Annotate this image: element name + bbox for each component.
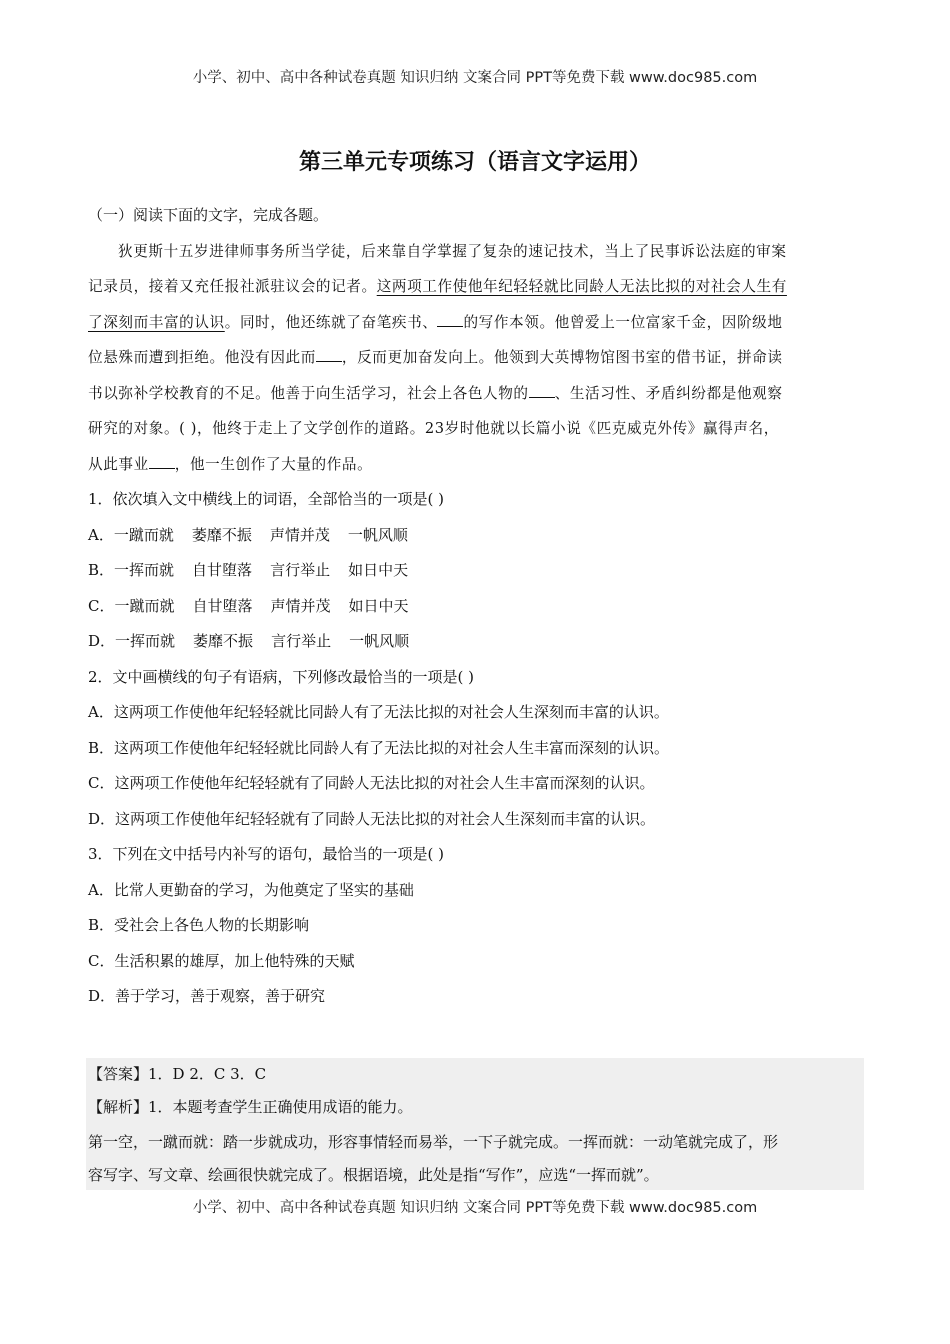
option-b: B．受社会上各色人物的长期影响 [88, 916, 310, 934]
passage-text: ，反而更加奋发向上。他领到大英博物馆图书室的借书证，拼命读 [341, 349, 783, 366]
option-d [88, 624, 864, 660]
option-word: 如日中天 [348, 596, 409, 615]
option-word: 声情并茂 [269, 525, 330, 544]
passage-text: 的写作本领。他曾爱上一位富家千金，因阶级地 [463, 313, 783, 331]
option-word: 言行举止 [271, 632, 332, 650]
analysis-line [88, 1091, 862, 1124]
underlined-sentence: 这两项工作使他年纪轻轻就比同龄人无法比拟的对社会人生有 [376, 278, 787, 295]
passage-line [88, 447, 864, 483]
question-stem: 2．文中画横线的句子有语病，下列修改最恰当的一项是( ) [88, 667, 475, 686]
option-d: D．善于学习，善于观察，善于研究 [88, 987, 326, 1005]
analysis-tag: 【解析】 [88, 1098, 149, 1116]
option-label: A． [88, 525, 114, 544]
section-intro: （一）阅读下面的文字，完成各题。 [88, 206, 329, 224]
option-word: 一挥而就 [114, 561, 175, 579]
question-stem: 1．依次填入文中横线上的词语，全部恰当的一项是( ) [88, 490, 445, 508]
option-word: 一帆风顺 [347, 525, 408, 544]
option-a: A．这两项工作使他年纪轻轻就比同龄人有了无法比拟的对社会人生深刻而丰富的认识。 [88, 703, 669, 721]
option-word: 自甘堕落 [192, 596, 253, 615]
analysis-detail: 容写字、写文章、绘画很快就完成了。根据语境，此处是指“写作”，应选“一挥而就”。 [88, 1166, 659, 1184]
reading-passage [88, 234, 864, 483]
option-word: 如日中天 [348, 561, 409, 579]
passage-text: 书以弥补学校教育的不足。他善于向生活学习，社会上各色人物的 [88, 384, 529, 402]
page-title: 第三单元专项练习（语言文字运用） [298, 150, 651, 175]
question-stem: 3．下列在文中括号内补写的语句，最恰当的一项是( ) [88, 845, 445, 863]
passage-line: 研究的对象。( )，他终于走上了文学创作的道路。23岁时他就以长篇小说《匹克威克外传》赢得声名， [88, 420, 779, 437]
analysis-text: 1．本题考查学生正确使用成语的能力。 [148, 1098, 413, 1116]
question-2 [88, 660, 864, 838]
option-c: C．这两项工作使他年纪轻轻就有了同龄人无法比拟的对社会人生丰富而深刻的认识。 [88, 774, 655, 792]
option-word: 声情并茂 [270, 596, 331, 615]
option-word: 一挥而就 [115, 632, 176, 650]
option-b: B．这两项工作使他年纪轻轻就比同龄人有了无法比拟的对社会人生丰富而深刻的认识。 [88, 738, 670, 757]
passage-line [88, 340, 864, 376]
option-a: A．比常人更勤奋的学习，为他奠定了坚实的基础 [88, 880, 414, 899]
option-c [88, 589, 864, 625]
option-word: 萎靡不振 [191, 525, 252, 544]
answer-text: 1．D 2．C 3．C [148, 1065, 267, 1083]
option-label: D． [88, 632, 116, 650]
option-word: 一蹴而就 [114, 596, 175, 615]
page-header: 小学、初中、高中各种试卷真题 知识归纳 文案合同 PPT等免费下载 www.doc985.com [192, 70, 758, 86]
option-word: 一帆风顺 [349, 632, 410, 650]
question-1 [88, 482, 864, 660]
option-label: C． [88, 596, 115, 615]
fill-blank [529, 381, 555, 398]
option-word: 自甘堕落 [192, 561, 253, 579]
option-a [88, 518, 864, 554]
passage-line [88, 305, 864, 341]
option-label: B． [88, 561, 115, 579]
passage-line: 狄更斯十五岁进律师事务所当学徒，后来靠自学掌握了复杂的速记技术，当上了民事诉讼法庭的审案 [118, 242, 787, 260]
passage-text: 位悬殊而遭到拒绝。他没有因此而 [88, 349, 316, 366]
passage-line [88, 376, 864, 412]
question-3 [88, 837, 864, 1015]
option-word: 萎靡不振 [193, 632, 254, 650]
option-d: D．这两项工作使他年纪轻轻就有了同龄人无法比拟的对社会人生深刻而丰富的认识。 [88, 809, 656, 828]
option-word: 一蹴而就 [113, 525, 174, 544]
page-footer: 小学、初中、高中各种试卷真题 知识归纳 文案合同 PPT等免费下载 www.doc985.com [192, 1200, 758, 1216]
passage-text: 从此事业 [88, 455, 149, 473]
passage-text: ，他一生创作了大量的作品。 [174, 455, 373, 473]
fill-blank [437, 310, 463, 327]
analysis-detail: 第一空，一蹴而就：踏一步就成功，形容事情轻而易举，一下子就完成。一挥而就：一动笔就完成了，形 [88, 1133, 779, 1151]
passage-text: 记录员，接着又充任报社派驻议会的记者。 [88, 278, 377, 295]
option-b [88, 553, 864, 589]
document-body [88, 198, 864, 1015]
fill-blank [316, 345, 342, 362]
fill-blank [149, 452, 175, 469]
underlined-sentence: 了深刻而丰富的认识 [88, 313, 225, 331]
passage-text: 、生活习性、矛盾纠纷都是他观察 [554, 384, 783, 402]
passage-text: 。同时，他还练就了奋笔疾书、 [224, 313, 438, 331]
passage-line [88, 269, 864, 305]
option-word: 言行举止 [270, 561, 331, 579]
answer-tag: 【答案】 [88, 1065, 149, 1083]
answer-section [86, 1058, 864, 1190]
option-c: C．生活积累的雄厚，加上他特殊的天赋 [88, 951, 355, 970]
answer-line [88, 1058, 862, 1091]
